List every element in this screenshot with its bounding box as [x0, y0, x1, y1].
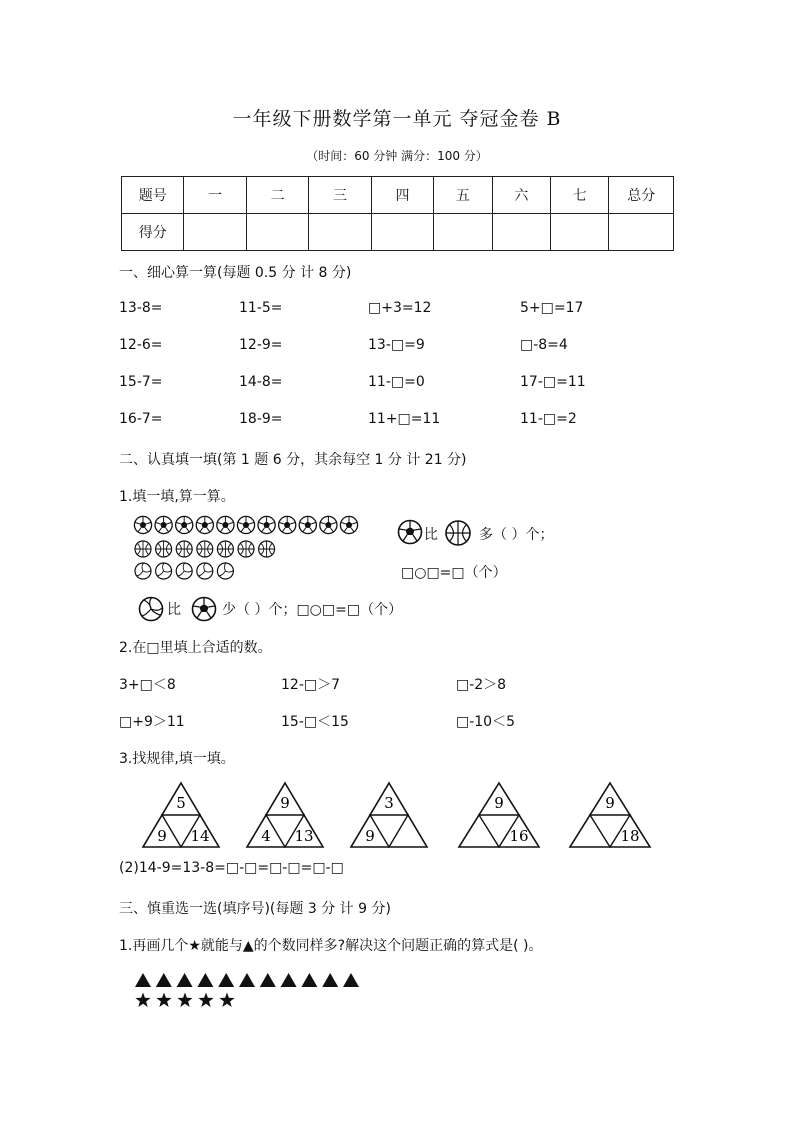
- score-table-cell: 题号: [122, 177, 184, 214]
- arith-problem: 13-8=: [119, 300, 163, 316]
- volleyball-icon: [197, 563, 213, 579]
- triangle-top-number: 9: [280, 794, 290, 812]
- question-label: 1.填一填,算一算。: [119, 489, 235, 505]
- soccer-ball-icon: [340, 516, 357, 533]
- basketball-icon: [259, 541, 275, 557]
- arith-problem: 12-9=: [239, 337, 283, 353]
- arith-problem: 16-7=: [119, 411, 163, 427]
- soccer-ball-icon: [217, 516, 234, 533]
- number-triangle: [245, 781, 325, 853]
- soccer-ball-icon: [258, 516, 275, 533]
- arith-problem: 13-□=9: [368, 337, 425, 353]
- inequality-problem[interactable]: □-10＜5: [456, 714, 516, 730]
- soccer-ball-icon: [299, 516, 316, 533]
- inequality-problem[interactable]: 15-□＜15: [281, 714, 349, 730]
- score-input-cell[interactable]: [184, 214, 246, 251]
- volleyball-icon: [176, 563, 192, 579]
- star-icon: [177, 993, 192, 1008]
- inequality-problem[interactable]: 12-□＞7: [281, 677, 341, 693]
- filled-triangle-icon: [260, 973, 276, 987]
- star-icon: [156, 993, 171, 1008]
- triangle-left-number: 4: [261, 827, 271, 845]
- soccer-ball-icon: [176, 516, 193, 533]
- soccer-ball-icon: [237, 516, 254, 533]
- score-table-header-row: [122, 177, 674, 214]
- basketball-icon: [444, 519, 472, 547]
- filled-triangle-icon: [197, 973, 213, 987]
- arith-problem: □+3=12: [368, 300, 432, 316]
- score-table-cell: 五: [434, 177, 492, 214]
- compare-word: 比: [424, 527, 438, 543]
- soccer-ball-icon: [320, 516, 337, 533]
- filled-triangle-icon: [343, 973, 359, 987]
- triangle-right-number: 13: [294, 827, 314, 845]
- arith-problem: 15-7=: [119, 374, 163, 390]
- section2-heading: 二、认真填一填(第 1 题 6 分，其余每空 1 分 计 21 分): [119, 452, 467, 468]
- filled-triangle-icon: [301, 973, 317, 987]
- soccer-ball-icon: [397, 519, 423, 545]
- basketball-icon: [238, 541, 254, 557]
- star-symbol-row: [133, 991, 253, 1009]
- number-triangle: [568, 781, 652, 853]
- section1-heading: 一、细心算一算(每题 0.5 分 计 8 分): [119, 265, 352, 281]
- triangle-symbol-row: [133, 971, 373, 989]
- triangle-right-number: 16: [509, 827, 529, 845]
- score-input-cell[interactable]: [434, 214, 492, 251]
- inequality-problem[interactable]: □+9＞11: [119, 714, 185, 730]
- compare-word: 比: [167, 602, 181, 618]
- score-table-cell: 四: [371, 177, 433, 214]
- basketball-icon: [135, 541, 151, 557]
- star-icon: [135, 993, 150, 1008]
- filled-triangle-icon: [281, 973, 297, 987]
- star-icon: [219, 993, 234, 1008]
- number-triangle: [141, 781, 221, 853]
- triangle-left-number: 9: [365, 827, 375, 845]
- question-label: 3.找规律,填一填。: [119, 751, 235, 767]
- score-input-cell[interactable]: [492, 214, 550, 251]
- score-input-cell[interactable]: [551, 214, 609, 251]
- arith-problem: 14-8=: [239, 374, 283, 390]
- score-input-cell[interactable]: [371, 214, 433, 251]
- triangle-right-number: 14: [190, 827, 210, 845]
- score-input-cell[interactable]: [609, 214, 674, 251]
- arith-problem: 5+□=17: [520, 300, 584, 316]
- formula-blank[interactable]: □○□=□（个）: [401, 565, 507, 581]
- filled-triangle-icon: [239, 973, 255, 987]
- soccer-ball-icon: [134, 516, 151, 533]
- triangle-top-number: 5: [176, 794, 186, 812]
- volleyball-icon: [217, 563, 233, 579]
- arith-problem: 17-□=11: [520, 374, 586, 390]
- score-table-cell: 三: [309, 177, 371, 214]
- arith-problem: □-8=4: [520, 337, 568, 353]
- fill-blank-less[interactable]: 少（ ）个；□○□=□（个）: [222, 602, 403, 618]
- filled-triangle-icon: [135, 973, 151, 987]
- soccer-ball-icon: [279, 516, 296, 533]
- triangle-right-number: 18: [620, 827, 640, 845]
- arith-problem: 11-□=2: [520, 411, 577, 427]
- arith-problem: 11+□=11: [368, 411, 441, 427]
- inequality-problem[interactable]: □-2＞8: [456, 677, 507, 693]
- score-table-cell: 二: [246, 177, 308, 214]
- score-input-cell[interactable]: [309, 214, 371, 251]
- triangle-left-number: 9: [157, 827, 167, 845]
- soccer-ball-icon: [155, 516, 172, 533]
- section3-heading: 三、慎重选一选(填序号)(每题 3 分 计 9 分): [119, 901, 391, 917]
- basketball-icon: [197, 541, 213, 557]
- arith-problem: 18-9=: [239, 411, 283, 427]
- volleyball-row: [133, 562, 373, 580]
- soccer-ball-row: [133, 515, 373, 535]
- basketball-icon: [217, 541, 233, 557]
- score-table-cell: 总分: [609, 177, 674, 214]
- filled-triangle-icon: [218, 973, 234, 987]
- filled-triangle-icon: [156, 973, 172, 987]
- question-label: 2.在□里填上合适的数。: [119, 640, 272, 656]
- exam-info: （时间：60 分钟 满分：100 分）: [306, 149, 488, 163]
- basketball-icon: [176, 541, 192, 557]
- score-table-cell: 一: [184, 177, 246, 214]
- soccer-ball-icon: [196, 516, 213, 533]
- pattern-equation[interactable]: (2)14-9=13-8=□-□=□-□=□-□: [119, 860, 344, 876]
- volleyball-icon: [135, 563, 151, 579]
- score-table-score-row: [122, 214, 674, 251]
- fill-blank-more[interactable]: 多（ ）个；: [479, 527, 554, 543]
- score-table: [121, 176, 674, 251]
- number-triangle: [457, 781, 541, 853]
- page-title: 一年级下册数学第一单元 夺冠金卷 B: [232, 108, 562, 130]
- arith-problem: 12-6=: [119, 337, 163, 353]
- filled-triangle-icon: [177, 973, 193, 987]
- score-table-cell: 七: [551, 177, 609, 214]
- triangle-top-number: 9: [494, 794, 504, 812]
- inequality-problem[interactable]: 3+□＜8: [119, 677, 176, 693]
- triangle-top-number: 3: [384, 794, 394, 812]
- score-table-cell: 六: [492, 177, 550, 214]
- score-table-cell: 得分: [122, 214, 184, 251]
- volleyball-icon: [156, 563, 172, 579]
- basketball-icon: [156, 541, 172, 557]
- score-input-cell[interactable]: [246, 214, 308, 251]
- number-triangle: [349, 781, 429, 853]
- choice-question[interactable]: 1.再画几个★就能与▲的个数同样多?解决这个问题正确的算式是( )。: [119, 938, 543, 954]
- basketball-row: [133, 540, 373, 558]
- triangle-top-number: 9: [605, 794, 615, 812]
- arith-problem: 11-□=0: [368, 374, 425, 390]
- filled-triangle-icon: [322, 973, 338, 987]
- soccer-ball-icon: [191, 596, 217, 622]
- star-icon: [198, 993, 213, 1008]
- arith-problem: 11-5=: [239, 300, 283, 316]
- volleyball-icon: [138, 596, 164, 622]
